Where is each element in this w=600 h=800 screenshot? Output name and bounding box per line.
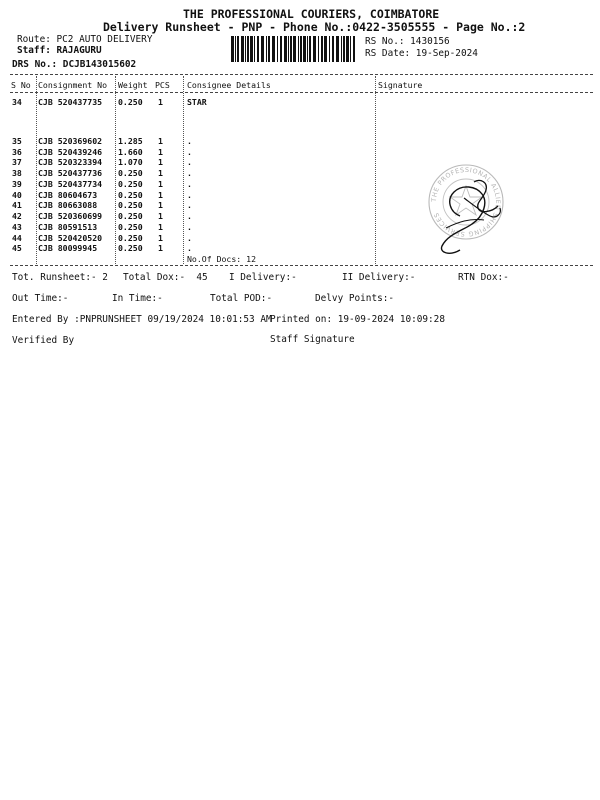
table-row bbox=[0, 201, 600, 211]
cell-consignee: STAR bbox=[187, 97, 207, 107]
table-row bbox=[0, 180, 600, 190]
cell-weight: 0.250 bbox=[118, 97, 143, 107]
cell-pcs: 1 bbox=[158, 243, 163, 253]
column-header-signature: Signature bbox=[378, 80, 423, 90]
cell-consignee: . bbox=[187, 157, 192, 167]
staff-signature: Staff Signature bbox=[270, 334, 355, 345]
route-label: Route: PC2 AUTO DELIVERY bbox=[17, 34, 153, 45]
cell-consignee: . bbox=[187, 147, 192, 157]
cell-pcs: 1 bbox=[158, 211, 163, 221]
cell-sno: 40 bbox=[12, 190, 22, 200]
i-delivery: I Delivery:- bbox=[229, 272, 297, 283]
rs-date: RS Date: 19-Sep-2024 bbox=[365, 48, 478, 59]
cell-weight: 0.250 bbox=[118, 243, 143, 253]
column-header-pcs: PCS bbox=[155, 80, 170, 90]
cell-pcs: 1 bbox=[158, 168, 163, 178]
entered-by: Entered By :PNPRUNSHEET 09/19/2024 10:01:53 AM bbox=[12, 314, 272, 325]
cell-sno: 34 bbox=[12, 97, 22, 107]
cell-consignment: CJB 520437736 bbox=[38, 168, 103, 178]
cell-weight: 0.250 bbox=[118, 168, 143, 178]
cell-pcs: 1 bbox=[158, 222, 163, 232]
cell-consignment: CJB 520420520 bbox=[38, 233, 103, 243]
cell-weight: 1.070 bbox=[118, 157, 143, 167]
cell-sno: 37 bbox=[12, 157, 22, 167]
delivery-points: Delvy Points:- bbox=[315, 293, 395, 304]
cell-weight: 0.250 bbox=[118, 222, 143, 232]
table-row bbox=[0, 212, 600, 222]
cell-weight: 0.250 bbox=[118, 179, 143, 189]
printed-on: Printed on: 19-09-2024 10:09:28 bbox=[270, 314, 445, 325]
table-top-rule bbox=[10, 74, 593, 75]
cell-sno: 39 bbox=[12, 179, 22, 189]
svg-text:THE PROFESSIONAL ALLIED SHIPPI: THE PROFESSIONAL ALLIED SHIPPING SERVICES bbox=[429, 165, 503, 239]
cell-weight: 0.250 bbox=[118, 233, 143, 243]
cell-pcs: 1 bbox=[158, 179, 163, 189]
cell-weight: 1.660 bbox=[118, 147, 143, 157]
total-pod: Total POD:- bbox=[210, 293, 273, 304]
cell-consignee: . bbox=[187, 200, 192, 210]
column-header-consignee: Consignee Details bbox=[187, 80, 271, 90]
cell-pcs: 1 bbox=[158, 200, 163, 210]
company-seal-stamp bbox=[424, 142, 508, 258]
cell-sno: 45 bbox=[12, 243, 22, 253]
cell-consignment: CJB 80663088 bbox=[38, 200, 98, 210]
cell-weight: 1.285 bbox=[118, 136, 143, 146]
total-runsheet: Tot. Runsheet:- 2 bbox=[12, 272, 108, 283]
cell-consignment: CJB 80099945 bbox=[38, 243, 98, 253]
cell-sno: 36 bbox=[12, 147, 22, 157]
company-name: THE PROFESSIONAL COURIERS, COIMBATORE bbox=[183, 7, 440, 21]
cell-consignee: . bbox=[187, 243, 192, 253]
cell-consignment: CJB 520439246 bbox=[38, 147, 103, 157]
table-row bbox=[0, 98, 600, 108]
ii-delivery: II Delivery:- bbox=[342, 272, 416, 283]
table-header-rule bbox=[10, 92, 593, 93]
column-header-weight: Weight bbox=[118, 80, 148, 90]
cell-sno: 43 bbox=[12, 222, 22, 232]
cell-sno: 44 bbox=[12, 233, 22, 243]
runsheet-subtitle: Delivery Runsheet - PNP - Phone No.:0422-3505555 - Page No.:2 bbox=[103, 20, 526, 34]
table-bottom-rule bbox=[10, 265, 593, 266]
cell-weight: 0.250 bbox=[118, 200, 143, 210]
in-time: In Time:- bbox=[112, 293, 163, 304]
table-row bbox=[0, 244, 600, 254]
table-row bbox=[0, 158, 600, 168]
cell-pcs: 1 bbox=[158, 147, 163, 157]
table-row bbox=[0, 169, 600, 179]
cell-consignee: . bbox=[187, 211, 192, 221]
cell-consignee: . bbox=[187, 136, 192, 146]
cell-sno: 42 bbox=[12, 211, 22, 221]
total-dox: Total Dox:- 45 bbox=[123, 272, 208, 283]
out-time: Out Time:- bbox=[12, 293, 69, 304]
column-header-consignment: Consignment No bbox=[38, 80, 108, 90]
cell-consignment: CJB 80591513 bbox=[38, 222, 98, 232]
column-header-sno: S No bbox=[11, 80, 31, 90]
cell-pcs: 1 bbox=[158, 97, 163, 107]
no-of-docs: No.Of Docs: 12 bbox=[187, 254, 257, 264]
cell-consignment: CJB 520360699 bbox=[38, 211, 103, 221]
cell-sno: 38 bbox=[12, 168, 22, 178]
staff-label: Staff: RAJAGURU bbox=[17, 45, 102, 56]
table-row bbox=[0, 223, 600, 233]
cell-consignee: . bbox=[187, 190, 192, 200]
table-row bbox=[0, 137, 600, 147]
cell-consignment: CJB 520323394 bbox=[38, 157, 103, 167]
cell-consignment: CJB 520437735 bbox=[38, 97, 103, 107]
cell-consignee: . bbox=[187, 179, 192, 189]
cell-consignee: . bbox=[187, 233, 192, 243]
rtn-dox: RTN Dox:- bbox=[458, 272, 509, 283]
cell-sno: 35 bbox=[12, 136, 22, 146]
verified-by: Verified By bbox=[12, 335, 75, 346]
cell-consignee: . bbox=[187, 168, 192, 178]
cell-pcs: 1 bbox=[158, 190, 163, 200]
cell-consignment: CJB 520437734 bbox=[38, 179, 103, 189]
cell-weight: 0.250 bbox=[118, 190, 143, 200]
rs-number: RS No.: 1430156 bbox=[365, 36, 450, 47]
cell-pcs: 1 bbox=[158, 233, 163, 243]
cell-weight: 0.250 bbox=[118, 211, 143, 221]
cell-sno: 41 bbox=[12, 200, 22, 210]
barcode-image bbox=[231, 36, 357, 62]
cell-consignee: . bbox=[187, 222, 192, 232]
cell-pcs: 1 bbox=[158, 136, 163, 146]
cell-consignment: CJB 80604673 bbox=[38, 190, 98, 200]
cell-consignment: CJB 520369602 bbox=[38, 136, 103, 146]
drs-number: DRS No.: DCJB143015602 bbox=[12, 59, 137, 70]
cell-pcs: 1 bbox=[158, 157, 163, 167]
